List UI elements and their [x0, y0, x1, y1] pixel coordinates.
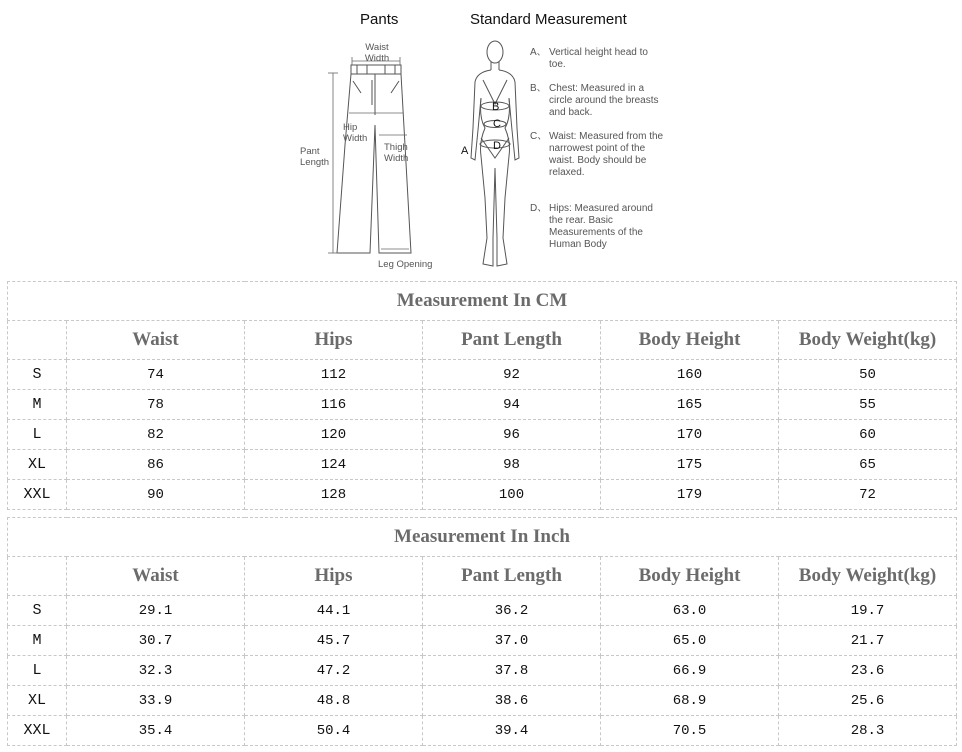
letter-a: A: [461, 145, 469, 157]
table-title: Measurement In Inch: [8, 518, 957, 557]
table-row: [8, 686, 957, 716]
body-illustration: [465, 38, 535, 274]
hip-width-label: Hip Width: [343, 122, 368, 144]
size-label: S: [8, 360, 67, 390]
size-label: XL: [8, 450, 67, 480]
value-cell: 37.8: [423, 656, 601, 686]
table-row: [8, 450, 957, 480]
table-row: [8, 360, 957, 390]
value-cell: 30.7: [67, 626, 245, 656]
value-cell: 33.9: [67, 686, 245, 716]
thigh-width-label: Thigh Width: [384, 142, 409, 164]
table-row: [8, 626, 957, 656]
value-cell: 112: [245, 360, 423, 390]
value-cell: 96: [423, 420, 601, 450]
size-label: S: [8, 596, 67, 626]
desc-d: [530, 203, 665, 251]
value-cell: 19.7: [779, 596, 957, 626]
value-cell: 36.2: [423, 596, 601, 626]
value-cell: 60: [779, 420, 957, 450]
value-cell: 65.0: [601, 626, 779, 656]
value-cell: 39.4: [423, 716, 601, 746]
header-body-weight: Body Weight(kg): [779, 557, 957, 596]
value-cell: 25.6: [779, 686, 957, 716]
desc-a: [530, 47, 665, 71]
size-label: L: [8, 420, 67, 450]
header-hips: Hips: [245, 321, 423, 360]
inch-size-table: [7, 517, 957, 746]
value-cell: 29.1: [67, 596, 245, 626]
desc-tag: A、: [530, 47, 547, 58]
value-cell: 50: [779, 360, 957, 390]
value-cell: 68.9: [601, 686, 779, 716]
value-cell: 82: [67, 420, 245, 450]
value-cell: 23.6: [779, 656, 957, 686]
size-label: XL: [8, 686, 67, 716]
value-cell: 48.8: [245, 686, 423, 716]
value-cell: 98: [423, 450, 601, 480]
value-cell: 160: [601, 360, 779, 390]
header-empty: [8, 557, 67, 596]
desc-c: [530, 131, 665, 179]
value-cell: 124: [245, 450, 423, 480]
value-cell: 94: [423, 390, 601, 420]
value-cell: 65: [779, 450, 957, 480]
value-cell: 45.7: [245, 626, 423, 656]
header-waist: Waist: [67, 557, 245, 596]
value-cell: 55: [779, 390, 957, 420]
value-cell: 70.5: [601, 716, 779, 746]
header-pant-length: Pant Length: [423, 321, 601, 360]
header-pant-length: Pant Length: [423, 557, 601, 596]
desc-text: Chest: Measured in a circle around the breasts and back.: [549, 83, 659, 118]
header-waist: Waist: [67, 321, 245, 360]
header-body-height: Body Height: [601, 321, 779, 360]
value-cell: 44.1: [245, 596, 423, 626]
value-cell: 32.3: [67, 656, 245, 686]
header-row: [8, 557, 957, 596]
value-cell: 63.0: [601, 596, 779, 626]
desc-text: Waist: Measured from the narrowest point of the waist. Body should be relaxed.: [549, 131, 664, 178]
leg-opening-label: Leg Opening: [378, 259, 433, 270]
table-row: [8, 656, 957, 686]
value-cell: 116: [245, 390, 423, 420]
header-body-weight: Body Weight(kg): [779, 321, 957, 360]
pants-heading: Pants: [360, 11, 399, 28]
size-label: XXL: [8, 480, 67, 510]
size-label: M: [8, 626, 67, 656]
desc-b: [530, 83, 665, 119]
value-cell: 47.2: [245, 656, 423, 686]
value-cell: 66.9: [601, 656, 779, 686]
desc-tag: C、: [530, 131, 548, 142]
value-cell: 170: [601, 420, 779, 450]
value-cell: 78: [67, 390, 245, 420]
letter-d: D: [493, 140, 501, 152]
value-cell: 74: [67, 360, 245, 390]
table-row: [8, 390, 957, 420]
value-cell: 38.6: [423, 686, 601, 716]
desc-text: Hips: Measured around the rear. Basic Measurements of the Human Body: [549, 203, 653, 250]
value-cell: 100: [423, 480, 601, 510]
value-cell: 50.4: [245, 716, 423, 746]
value-cell: 72: [779, 480, 957, 510]
header-hips: Hips: [245, 557, 423, 596]
value-cell: 35.4: [67, 716, 245, 746]
cm-size-table: [7, 281, 957, 510]
standard-measurement-heading: Standard Measurement: [470, 11, 627, 28]
value-cell: 86: [67, 450, 245, 480]
size-label: L: [8, 656, 67, 686]
value-cell: 128: [245, 480, 423, 510]
value-cell: 21.7: [779, 626, 957, 656]
value-cell: 120: [245, 420, 423, 450]
header-body-height: Body Height: [601, 557, 779, 596]
letter-b: B: [492, 101, 500, 113]
header-empty: [8, 321, 67, 360]
table-row: [8, 596, 957, 626]
value-cell: 37.0: [423, 626, 601, 656]
desc-text: Vertical height head to toe.: [549, 47, 648, 70]
measurement-diagram: [0, 0, 962, 278]
table-row: [8, 716, 957, 746]
value-cell: 92: [423, 360, 601, 390]
value-cell: 179: [601, 480, 779, 510]
waist-width-label: Waist Width: [364, 42, 390, 64]
desc-tag: B、: [530, 83, 547, 94]
pant-length-label: Pant Length: [300, 146, 330, 168]
letter-c: C: [493, 118, 501, 130]
value-cell: 28.3: [779, 716, 957, 746]
header-row: [8, 321, 957, 360]
value-cell: 175: [601, 450, 779, 480]
table-title: Measurement In CM: [8, 282, 957, 321]
size-label: M: [8, 390, 67, 420]
size-label: XXL: [8, 716, 67, 746]
table-row: [8, 480, 957, 510]
table-row: [8, 420, 957, 450]
desc-tag: D、: [530, 203, 548, 214]
value-cell: 90: [67, 480, 245, 510]
value-cell: 165: [601, 390, 779, 420]
